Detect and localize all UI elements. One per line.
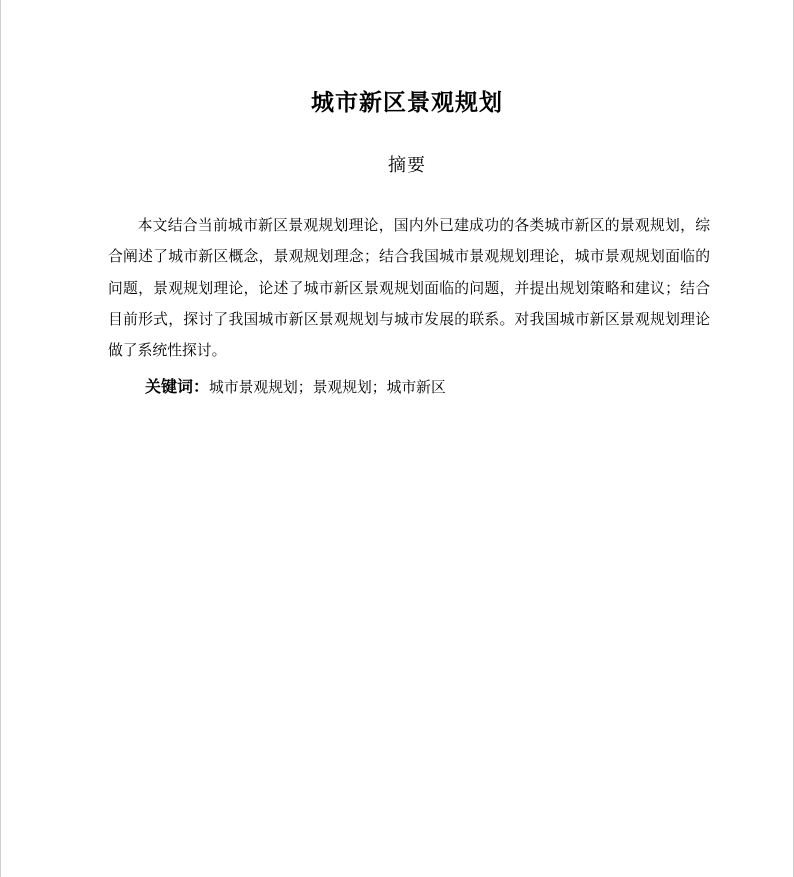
abstract-heading: 摘要 xyxy=(388,155,426,176)
abstract-paragraph: 本文结合当前城市新区景观规划理论，国内外已建成功的各类城市新区的景观规划，综合阐述了城市新区概念，景观规划理念；结合我国城市景观规划理论，城市景观规划面临的问题，景观规划理论，论述了城市新区景观规划面临的问题，并提出规划策略和建议；结合目前形式，探讨了我国城市新区景观规划与城市发展的联系。对我国城市新区景观规划理论做了系统性探讨。 xyxy=(108,217,710,360)
page-left-border xyxy=(0,0,1,877)
keywords-text: 城市景观规划；景观规划；城市新区 xyxy=(209,379,446,396)
document-title: 城市新区景观规划 xyxy=(311,90,503,116)
keywords-line xyxy=(145,373,705,402)
keywords-label: 关键词： xyxy=(145,377,210,396)
